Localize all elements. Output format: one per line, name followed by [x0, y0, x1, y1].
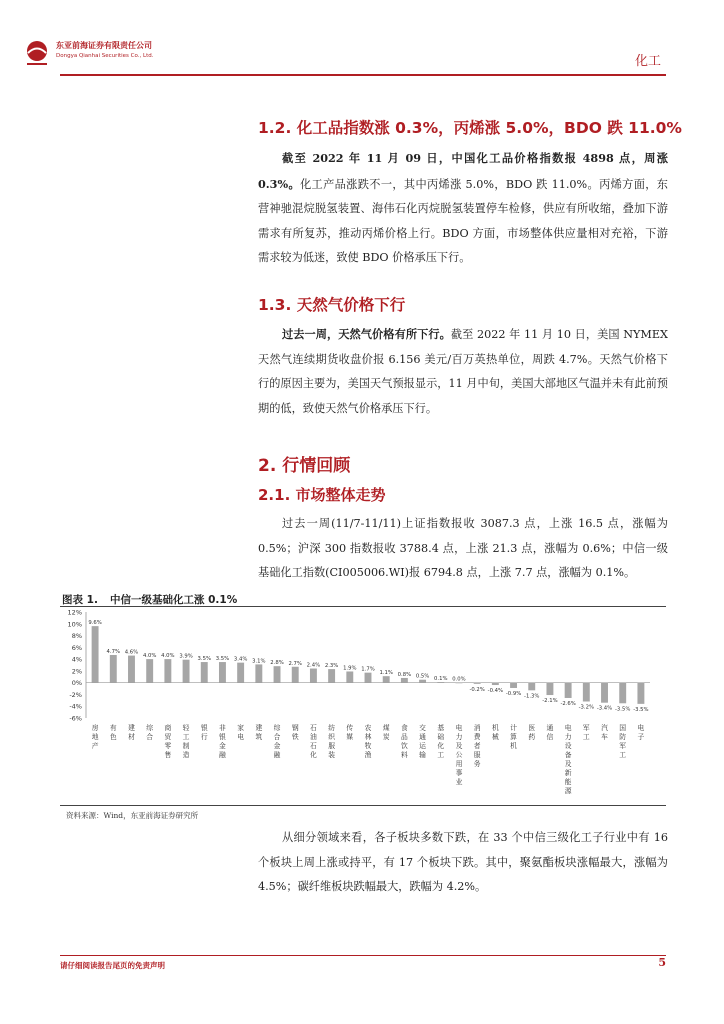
data-label: 1.9% — [343, 665, 357, 672]
company-logo — [22, 38, 52, 68]
category-label-char: 房 — [91, 724, 99, 732]
data-label: 1.7% — [361, 666, 375, 673]
category-label-char: 家 — [237, 724, 245, 732]
category-label-char: 工 — [619, 751, 627, 759]
category-label-char: 消 — [473, 724, 481, 732]
bar — [346, 671, 353, 682]
bar — [292, 667, 299, 683]
category-label-char: 有 — [109, 724, 117, 732]
category-label-char: 及 — [564, 760, 572, 768]
bar — [528, 683, 535, 691]
category-label-char: 铁 — [291, 733, 299, 741]
category-label-char: 地 — [91, 733, 99, 741]
data-label: 4.6% — [124, 649, 139, 656]
category-label-char: 医 — [528, 724, 536, 732]
data-label: 2.4% — [306, 662, 321, 669]
category-label-char: 银 — [219, 733, 226, 741]
category-label-char: 用 — [455, 760, 463, 768]
section-1-3-text: 截至 2022 年 11 月 10 日，美国 NYMEX 天然气连续期货收盘价报 6.156 美元/百万英热单位，周跌 4.7%。天然气价格下行的原因主要为，美国天气预报显示，11 月中旬，美国大部地区气温并未有此前预期的低，致使天然气价格承压下行。 — [258, 328, 668, 415]
category-label-char: 费 — [473, 733, 481, 741]
category-label-char: 纺 — [328, 724, 336, 732]
category-label-char: 食 — [400, 724, 408, 732]
category-label-char: 机 — [491, 724, 499, 732]
category-label-char: 石 — [310, 742, 317, 750]
bar — [164, 659, 171, 683]
section-2-1-body: 过去一周(11/7-11/11)上证指数报收 3087.3 点，上涨 16.5 点，涨幅为 0.5%；沪深 300 指数报收 3788.4 点，上涨 21.3 点，涨幅为 0.6%；中信一级基础化工指数(CI005006.WI)报 6794.8 点，上涨 7.7 点，涨幅为 0.1%。 — [258, 517, 668, 579]
category-label-char: 防 — [619, 733, 627, 741]
section-1-2-title: 1.2. 化工品指数涨 0.3%，丙烯涨 5.0%，BDO 跌 11.0% — [258, 119, 682, 137]
data-label: 3.4% — [233, 656, 248, 663]
category-label-char: 汽 — [601, 724, 608, 732]
category-label-char: 煤 — [382, 724, 390, 732]
category-label-char: 事 — [455, 769, 463, 777]
bar — [365, 673, 372, 683]
category-label-char: 通 — [546, 724, 554, 732]
company-name-en: Dongya Qianhai Securities Co., Ltd. — [56, 53, 154, 59]
category-label-char: 电 — [237, 733, 245, 741]
bar — [546, 683, 553, 695]
bar — [110, 655, 117, 683]
category-label-char: 制 — [182, 742, 190, 750]
category-label-char: 合 — [146, 733, 154, 741]
category-label-char: 装 — [328, 751, 336, 759]
category-label-char: 金 — [273, 742, 281, 750]
category-label-char: 贸 — [164, 733, 172, 741]
category-label-char: 能 — [564, 778, 572, 786]
category-label-char: 药 — [528, 733, 536, 741]
category-label-char: 础 — [437, 733, 445, 741]
data-label: 2.7% — [288, 660, 302, 667]
category-label-char: 者 — [473, 742, 481, 750]
industry-label: 化工 — [634, 54, 661, 69]
category-label-char: 织 — [328, 733, 336, 741]
category-label-char: 务 — [473, 760, 481, 768]
category-label-char: 机 — [510, 742, 517, 750]
category-label-char: 基 — [437, 724, 445, 732]
section-1-3-title: 1.3. 天然气价格下行 — [258, 296, 406, 314]
y-tick-label: 8% — [71, 632, 82, 641]
y-tick-label: 12% — [67, 608, 82, 617]
category-label-char: 媒 — [346, 733, 354, 741]
category-label-char: 源 — [564, 787, 572, 795]
category-label-char: 通 — [419, 733, 426, 741]
category-label-char: 零 — [164, 742, 172, 750]
bar — [255, 664, 262, 682]
category-label-char: 车 — [601, 733, 608, 741]
category-label-char: 建 — [128, 724, 135, 732]
section-1-2-body — [258, 146, 668, 271]
header-divider — [60, 74, 666, 76]
category-label-char: 钢 — [291, 724, 299, 732]
category-label-char: 油 — [310, 733, 317, 741]
category-label-char: 传 — [346, 724, 354, 732]
y-tick-label: -4% — [69, 702, 82, 711]
category-label-char: 综 — [146, 724, 154, 732]
category-label-char: 运 — [419, 742, 426, 750]
company-name-cn: 东亚前海证券有限责任公司 — [56, 41, 152, 50]
category-label-char: 银 — [200, 724, 208, 732]
data-label: -3.4% — [596, 705, 613, 712]
category-label-char: 化 — [310, 751, 317, 759]
y-tick-label: 6% — [71, 643, 82, 652]
bar — [637, 683, 644, 704]
y-tick-label: 2% — [71, 667, 82, 676]
y-tick-label: -6% — [69, 714, 82, 723]
category-label-char: 国 — [619, 724, 627, 732]
bar — [583, 683, 590, 702]
data-label: 0.5% — [415, 673, 430, 680]
data-label: -3.5% — [615, 706, 631, 713]
y-tick-label: -2% — [69, 690, 82, 699]
category-label-char: 计 — [510, 724, 517, 732]
category-label-char: 公 — [455, 751, 463, 759]
data-label: -2.6% — [560, 700, 576, 707]
bar — [274, 666, 281, 682]
bar — [565, 683, 572, 698]
bar — [383, 676, 390, 682]
section-2-title: 2. 行情回顾 — [258, 456, 351, 476]
figure-caption — [62, 592, 237, 607]
data-label: -3.5% — [633, 706, 649, 713]
category-label-char: 交 — [419, 724, 426, 732]
data-label: 9.6% — [88, 620, 102, 627]
category-label-char: 电 — [455, 724, 463, 732]
category-label-char: 炭 — [382, 733, 390, 741]
category-label-char: 色 — [109, 733, 117, 741]
bar — [510, 683, 517, 688]
figure-title: 中信一级基础化工涨 0.1% — [109, 594, 238, 606]
category-label-char: 材 — [128, 733, 135, 741]
category-label-char: 售 — [164, 751, 172, 759]
category-label-char: 械 — [491, 733, 499, 741]
category-label-char: 设 — [564, 742, 572, 750]
data-label: 2.3% — [324, 663, 339, 670]
data-label: 4.7% — [106, 648, 121, 655]
bar — [219, 662, 226, 683]
data-label: -2.1% — [542, 698, 558, 705]
category-label-char: 子 — [637, 733, 645, 741]
category-label-char: 金 — [219, 742, 226, 750]
data-label: -0.9% — [505, 690, 522, 697]
bar — [92, 626, 99, 683]
category-label-char: 军 — [619, 742, 627, 750]
category-label-char: 融 — [273, 751, 281, 759]
category-label-char: 算 — [510, 733, 517, 741]
category-label-char: 服 — [328, 742, 336, 750]
bar — [619, 683, 626, 704]
data-label: 3.1% — [252, 658, 266, 665]
section-1-2-text: 化工产品涨跌不一，其中丙烯涨 5.0%，BDO 跌 11.0%。丙烯方面，东营神驰混烷脱氢装置、海伟石化丙烷脱氢装置停车检修，供应有所收缩，叠加下游需求有所复苏，推动丙烯价格上行。BDO 方面，市场整体供应量相对充裕，下游需求较为低迷，致使 BDO 价格承压下行。 — [258, 177, 668, 264]
bar — [183, 660, 190, 683]
data-label: -1.3% — [524, 693, 540, 700]
footer-divider — [60, 955, 666, 956]
bar — [419, 680, 426, 683]
category-label-char: 建 — [255, 724, 263, 732]
category-label-char: 农 — [364, 724, 372, 732]
bar — [146, 659, 153, 683]
bar — [437, 682, 444, 683]
bar — [492, 683, 499, 685]
y-tick-label: 4% — [71, 655, 82, 664]
category-label-char: 军 — [582, 724, 590, 732]
data-label: 3.5% — [197, 656, 211, 663]
category-label-char: 服 — [473, 751, 481, 759]
data-label: 0.1% — [434, 676, 448, 683]
data-label: 0.0% — [452, 676, 466, 683]
data-label: 3.9% — [179, 653, 193, 660]
section-2-1-title: 2.1. 市场整体走势 — [258, 486, 386, 504]
bar — [201, 662, 208, 683]
data-label: 4.0% — [142, 653, 157, 660]
category-label-char: 造 — [182, 751, 190, 759]
data-label: 0.8% — [397, 671, 412, 678]
after-chart-body: 从细分领域来看，各子板块多数下跌，在 33 个中信三级化工子行业中有 16 个板块上周上涨或持平，有 17 个板块下跌。其中，聚氨酯板块涨幅最大，涨幅为 4.5%；碳纤维板块跌幅最大，跌幅为 4.2%。 — [258, 831, 668, 893]
category-label-char: 新 — [564, 769, 572, 777]
category-label-char: 料 — [400, 751, 408, 759]
data-label: 4.0% — [161, 653, 175, 660]
y-tick-label: 0% — [71, 679, 82, 688]
section-1-3-lead: 过去一周，天然气价格有所下行。 — [282, 327, 451, 341]
data-label: -0.4% — [487, 688, 504, 695]
category-label-char: 融 — [219, 751, 226, 759]
category-label-char: 非 — [219, 724, 226, 732]
footer-disclaimer: 请仔细阅读报告尾页的免责声明 — [60, 961, 165, 970]
y-tick-label: 10% — [67, 620, 82, 629]
category-label-char: 商 — [164, 724, 172, 732]
bar — [456, 683, 463, 684]
page-header — [0, 0, 724, 80]
category-label-char: 信 — [546, 733, 554, 741]
figure-bottom-rule — [60, 805, 666, 806]
category-label-char: 备 — [564, 751, 572, 759]
bar — [128, 656, 135, 683]
category-label-char: 工 — [437, 751, 445, 759]
category-label-char: 综 — [273, 724, 281, 732]
bar — [601, 683, 608, 703]
data-label: -0.2% — [469, 686, 485, 693]
category-label-char: 电 — [637, 724, 645, 732]
category-label-char: 合 — [273, 733, 281, 741]
bar — [328, 669, 335, 683]
category-label-char: 化 — [437, 742, 445, 750]
category-label-char: 力 — [564, 733, 572, 741]
bar — [474, 683, 481, 684]
bar — [237, 663, 244, 683]
category-label-char: 牧 — [364, 742, 372, 750]
bar — [401, 678, 408, 683]
category-label-char: 石 — [310, 724, 317, 732]
category-label-char: 业 — [455, 778, 463, 786]
category-label-char: 行 — [200, 733, 208, 741]
section-1-2-lead: 截至 2022 年 11 月 09 日，中国化工品价格指数报 4898 点，周涨 0.3%。 — [258, 151, 668, 191]
category-label-char: 轻 — [182, 724, 190, 732]
category-label-char: 渔 — [364, 751, 372, 759]
category-label-char: 输 — [419, 751, 426, 759]
data-label: -3.2% — [578, 704, 595, 711]
bar-chart — [60, 606, 666, 804]
data-label: 3.5% — [215, 656, 230, 663]
data-label: 2.8% — [270, 660, 284, 667]
data-label: 1.1% — [379, 670, 393, 677]
category-label-char: 电 — [564, 724, 572, 732]
category-label-char: 饮 — [400, 742, 408, 750]
page-number: 5 — [658, 956, 666, 969]
bar — [310, 669, 317, 683]
figure-source: 资料来源：Wind，东亚前海证券研究所 — [66, 811, 199, 820]
category-label-char: 筑 — [255, 733, 263, 741]
category-label-char: 品 — [400, 733, 408, 741]
category-label-char: 林 — [364, 733, 372, 741]
category-label-char: 工 — [182, 733, 190, 741]
section-1-3-body — [258, 322, 668, 421]
figure-label: 图表 1. — [62, 594, 98, 606]
category-label-char: 及 — [455, 742, 463, 750]
category-label-char: 产 — [91, 742, 99, 750]
category-label-char: 力 — [455, 733, 463, 741]
category-label-char: 工 — [582, 733, 590, 741]
